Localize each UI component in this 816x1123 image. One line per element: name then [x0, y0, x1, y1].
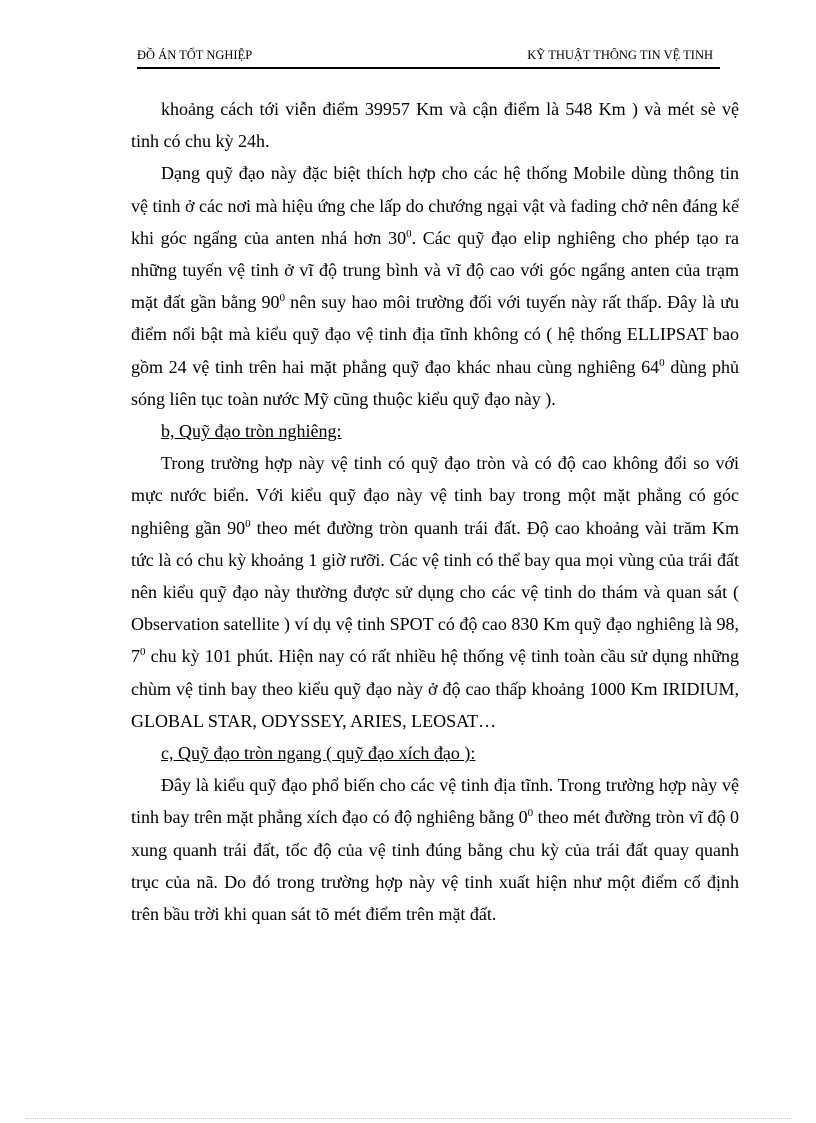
paragraph-4-text-a: Đây là kiểu quỹ đạo phổ biến cho các vệ tinh địa tĩnh. Trong trường hợp này vệ tinh bay trên mặt phẳng xích đạo có độ nghiêng bằng 0	[131, 775, 739, 828]
header-divider	[137, 67, 720, 69]
paragraph-2-text-b: . Các quỹ đạo elip nghiêng cho phép tạo ra những tuyến vệ tinh ở vĩ độ trung bình và vĩ độ cao với góc ngẩng anten của trạm mặt đất gần bằng 90	[131, 227, 739, 313]
header-left-title: ĐỒ ÁN TỐT NGHIỆP	[137, 48, 253, 62]
document-body	[131, 93, 739, 930]
degree-superscript: 0	[245, 517, 251, 530]
header-right-title: KỸ THUẬT THÔNG TIN VỆ TINH	[527, 48, 713, 62]
degree-superscript: 0	[406, 227, 412, 240]
paragraph-3-text-c: chu kỳ 101 phút. Hiện nay có rất nhiều hệ thống vệ tinh toàn cầu sử dụng những chùm vệ tinh bay theo kiểu quỹ đạo này ở độ cao thấp khoảng 1000 Km IRIDIUM, GLOBAL STAR, ODYSSEY, ARIES, LEOSAT…	[131, 646, 739, 731]
paragraph-4	[131, 769, 739, 930]
degree-superscript: 0	[659, 356, 665, 369]
section-heading-c: c, Quỹ đạo tròn ngang ( quỹ đạo xích đạo ):	[161, 743, 476, 764]
degree-superscript: 0	[527, 807, 534, 820]
page-footer-divider	[26, 1118, 792, 1119]
section-heading-b: b, Quỹ đạo tròn nghiêng:	[161, 421, 342, 442]
paragraph-3-text-a: Trong trường hợp này vệ tinh có quỹ đạo tròn và có độ cao không đổi so với mực nước biển. Với kiểu quỹ đạo này vệ tinh bay trong một mặt phẳng có góc nghiêng gần 90	[131, 453, 739, 538]
degree-superscript: 0	[140, 646, 146, 659]
paragraph-1-text: khoảng cách tới viễn điểm 39957 Km và cận điểm là 548 Km ) và mét sè vệ tinh có chu kỳ 24h.	[131, 99, 739, 152]
paragraph-3	[131, 447, 739, 737]
paragraph-3-text-b: theo mét đường tròn quanh trái đất. Độ cao khoảng vài trăm Km tức là có chu kỳ khoảng 1 giờ rưỡi. Các vệ tinh có thể bay qua mọi vùng của trái đất nên kiểu quỹ đạo này thường được sử dụng cho các vệ tinh do thám và quan sát ( Observation satellite ) ví dụ vệ tinh SPOT có độ cao 830 Km quỹ đạo nghiêng là 98, 7	[131, 517, 739, 667]
paragraph-2	[131, 157, 739, 415]
paragraph-2-text-c: nên suy hao môi trường đối với tuyến này rất thấp. Đây là ưu điểm nổi bật mà kiểu quỹ đạo vệ tinh địa tĩnh không có ( hệ thống ELLIPSAT bao gồm 24 vệ tinh trên hai mặt phẳng quỹ đạo khác nhau cùng nghiêng 64	[131, 292, 739, 377]
paragraph-1	[131, 93, 739, 157]
paragraph-4-text-b: theo mét đường tròn vĩ độ 0 xung quanh trái đất, tốc độ của vệ tinh đúng bằng chu kỳ của trái đất quay quanh trục của nã. Do đó trong trường hợp này vệ tinh xuất hiện như một điểm cố định trên bầu trời khi quan sát tõ mét điểm trên mặt đất.	[131, 807, 739, 925]
degree-superscript: 0	[279, 292, 286, 305]
page-header	[137, 48, 719, 66]
paragraph-2-text-d: dùng phủ sóng liên tục toàn nước Mỹ cũng thuộc kiểu quỹ đạo này ).	[131, 356, 739, 409]
paragraph-2-text-a: Dạng quỹ đạo này đặc biệt thích hợp cho các hệ thống Mobile dùng thông tin vệ tinh ở các nơi mà hiệu ứng che lấp do chướng ngại vật và fading chở nên đáng kể khi góc ngẩng của anten nhá hơn 30	[131, 163, 739, 248]
